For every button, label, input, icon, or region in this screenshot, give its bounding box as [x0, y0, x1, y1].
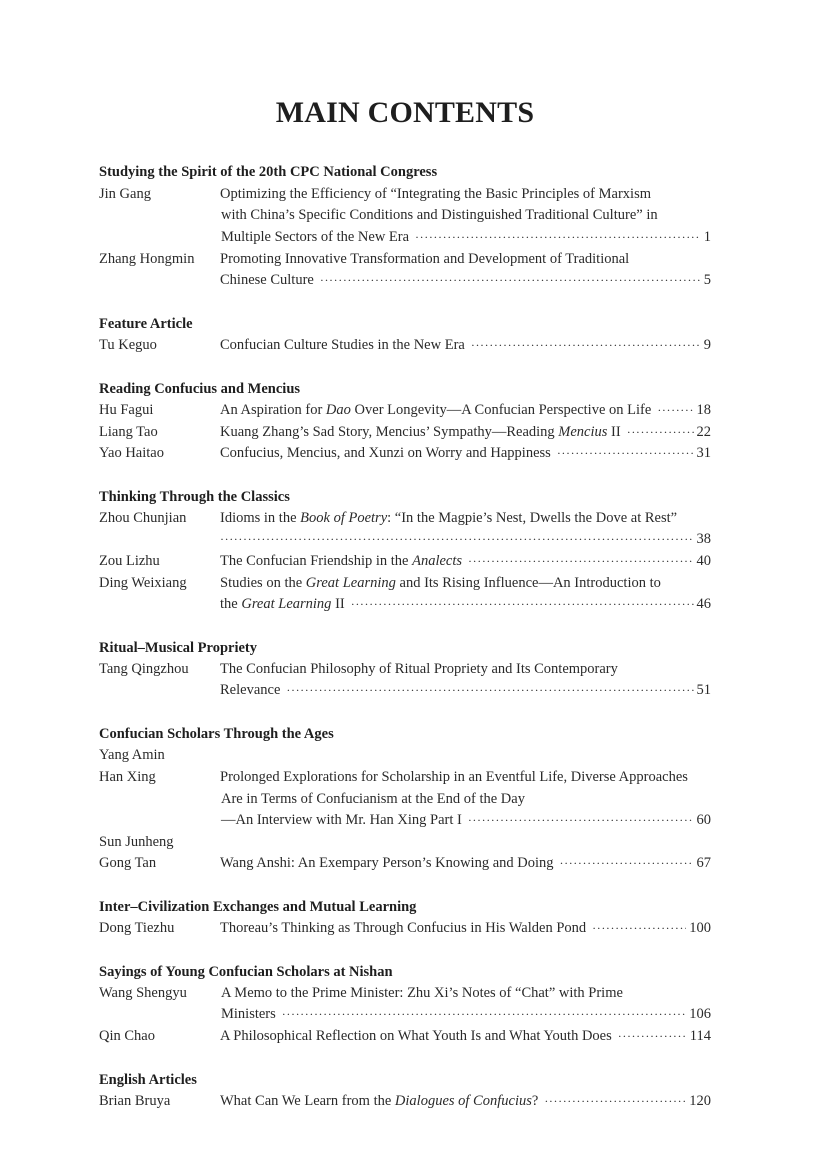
section-heading: English Articles — [99, 1072, 197, 1088]
dot-leader — [618, 1026, 687, 1048]
page-number: 40 — [696, 553, 711, 569]
dot-leader — [286, 680, 693, 702]
article-title-line: the Great Learning II — [220, 596, 345, 612]
page-number: 31 — [696, 445, 711, 461]
author-name: Ding Weixiang — [99, 575, 187, 591]
dot-leader — [320, 270, 701, 292]
toc-entry-last-line[interactable] — [221, 810, 711, 832]
author-name: Brian Bruya — [99, 1093, 171, 1109]
author-name: Dong Tiezhu — [99, 920, 175, 936]
dot-leader — [544, 1091, 686, 1113]
article-title-line: Prolonged Explorations for Scholarship in an Eventful Life, Diverse Approaches — [220, 769, 688, 785]
section-heading: Thinking Through the Classics — [99, 489, 290, 505]
section-heading: Confucian Scholars Through the Ages — [99, 726, 334, 742]
toc-entry-last-line[interactable] — [220, 1091, 711, 1113]
author-name: Gong Tan — [99, 855, 157, 871]
article-title-line: The Confucian Philosophy of Ritual Propriety and Its Contemporary — [220, 661, 618, 677]
article-title-line: Ministers — [221, 1006, 276, 1022]
author-name: Zou Lizhu — [99, 553, 160, 569]
author-name: Hu Fagui — [99, 402, 154, 418]
article-title-line: Are in Terms of Confucianism at the End of the Day — [221, 791, 525, 807]
page-number: 38 — [696, 531, 711, 547]
page-number: 67 — [696, 855, 711, 871]
dot-leader — [627, 422, 694, 444]
dot-leader — [468, 810, 694, 832]
page-number: 1 — [703, 229, 711, 245]
dot-leader — [220, 529, 694, 551]
page-number: 114 — [689, 1028, 711, 1044]
dot-leader — [468, 551, 693, 573]
author-name: Tu Keguo — [99, 337, 157, 353]
toc-entry-last-line[interactable] — [220, 270, 711, 292]
article-title-line: —An Interview with Mr. Han Xing Part I — [221, 812, 462, 828]
dot-leader — [351, 594, 694, 616]
page-number: 106 — [689, 1006, 711, 1022]
dot-leader — [560, 853, 694, 875]
section-heading: Studying the Spirit of the 20th CPC National Congress — [99, 164, 438, 180]
article-title-line: Kuang Zhang’s Sad Story, Mencius’ Sympathy—Reading Mencius II — [220, 424, 621, 440]
article-title-line: An Aspiration for Dao Over Longevity—A Confucian Perspective on Life — [220, 402, 652, 418]
toc-entry-last-line[interactable] — [220, 443, 711, 465]
article-title-line: Chinese Culture — [220, 272, 314, 288]
article-title-line: The Confucian Friendship in the Analects — [220, 553, 463, 569]
page-number: 18 — [696, 402, 711, 418]
author-name: Liang Tao — [99, 424, 158, 440]
page-number: 51 — [696, 682, 711, 698]
page-number: 60 — [696, 812, 711, 828]
section-heading: Feature Article — [99, 316, 193, 332]
author-name: Zhou Chunjian — [99, 510, 187, 526]
article-title-line: Thoreau’s Thinking as Through Confucius in His Walden Pond — [220, 920, 587, 936]
toc-entry-last-line[interactable] — [220, 422, 711, 444]
article-title-line: Wang Anshi: An Exempary Person’s Knowing and Doing — [220, 855, 554, 871]
article-title-line: Confucian Culture Studies in the New Era — [220, 337, 465, 353]
toc-entry-last-line[interactable] — [220, 551, 711, 573]
toc-entry-last-line[interactable] — [220, 680, 711, 702]
article-title-line: Multiple Sectors of the New Era — [221, 229, 410, 245]
page-number: 9 — [703, 337, 711, 353]
author-name: Qin Chao — [99, 1028, 155, 1044]
toc-entry-last-line[interactable] — [220, 594, 711, 616]
article-title-line: A Philosophical Reflection on What Youth Is and What Youth Does — [220, 1028, 612, 1044]
dot-leader — [282, 1004, 686, 1026]
section-heading: Ritual–Musical Propriety — [99, 640, 258, 656]
page-title: MAIN CONTENTS — [275, 96, 535, 129]
author-name: Jin Gang — [99, 186, 151, 202]
section-heading: Inter–Civilization Exchanges and Mutual Learning — [99, 899, 417, 915]
section-heading: Reading Confucius and Mencius — [99, 381, 301, 397]
dot-leader — [415, 227, 701, 249]
dot-leader — [557, 443, 694, 465]
author-name: Wang Shengyu — [99, 985, 187, 1001]
toc-entry-last-line[interactable] — [220, 918, 711, 940]
toc-entry-last-line[interactable] — [220, 1026, 711, 1048]
article-title-line: Confucius, Mencius, and Xunzi on Worry and Happiness — [220, 445, 551, 461]
article-title-line: Studies on the Great Learning and Its Rising Influence—An Introduction to — [220, 575, 661, 591]
article-title-line: with China’s Specific Conditions and Distinguished Traditional Culture” in — [221, 207, 658, 223]
dot-leader — [471, 335, 701, 357]
page-number: 46 — [696, 596, 711, 612]
toc-entry-last-line[interactable] — [220, 335, 711, 357]
author-name: Tang Qingzhou — [99, 661, 189, 677]
page-number: 22 — [696, 424, 711, 440]
author-name: Han Xing — [99, 769, 156, 785]
toc-entry-last-line[interactable] — [220, 400, 711, 422]
article-title-line: Optimizing the Efficiency of “Integrating the Basic Principles of Marxism — [220, 186, 651, 202]
author-name: Yang Amin — [99, 747, 165, 763]
author-name: Sun Junheng — [99, 834, 174, 850]
toc-entry-last-line[interactable] — [220, 529, 711, 551]
article-title-line: What Can We Learn from the Dialogues of Confucius? — [220, 1093, 539, 1109]
dot-leader — [592, 918, 686, 940]
page-number: 100 — [689, 920, 711, 936]
author-name: Zhang Hongmin — [99, 251, 195, 267]
article-title-line: Promoting Innovative Transformation and Development of Traditional — [220, 251, 630, 267]
article-title-line: Idioms in the Book of Poetry: “In the Magpie’s Nest, Dwells the Dove at Rest” — [220, 510, 678, 526]
dot-leader — [657, 400, 693, 422]
author-name: Yao Haitao — [99, 445, 164, 461]
article-title-line: A Memo to the Prime Minister: Zhu Xi’s Notes of “Chat” with Prime — [221, 985, 623, 1001]
article-title-line: Relevance — [220, 682, 281, 698]
page-number: 5 — [703, 272, 711, 288]
toc-entry-last-line[interactable] — [221, 1004, 711, 1026]
section-heading: Sayings of Young Confucian Scholars at Nishan — [99, 964, 393, 980]
toc-entry-last-line[interactable] — [221, 227, 711, 249]
page-number: 120 — [689, 1093, 711, 1109]
toc-entry-last-line[interactable] — [220, 853, 711, 875]
